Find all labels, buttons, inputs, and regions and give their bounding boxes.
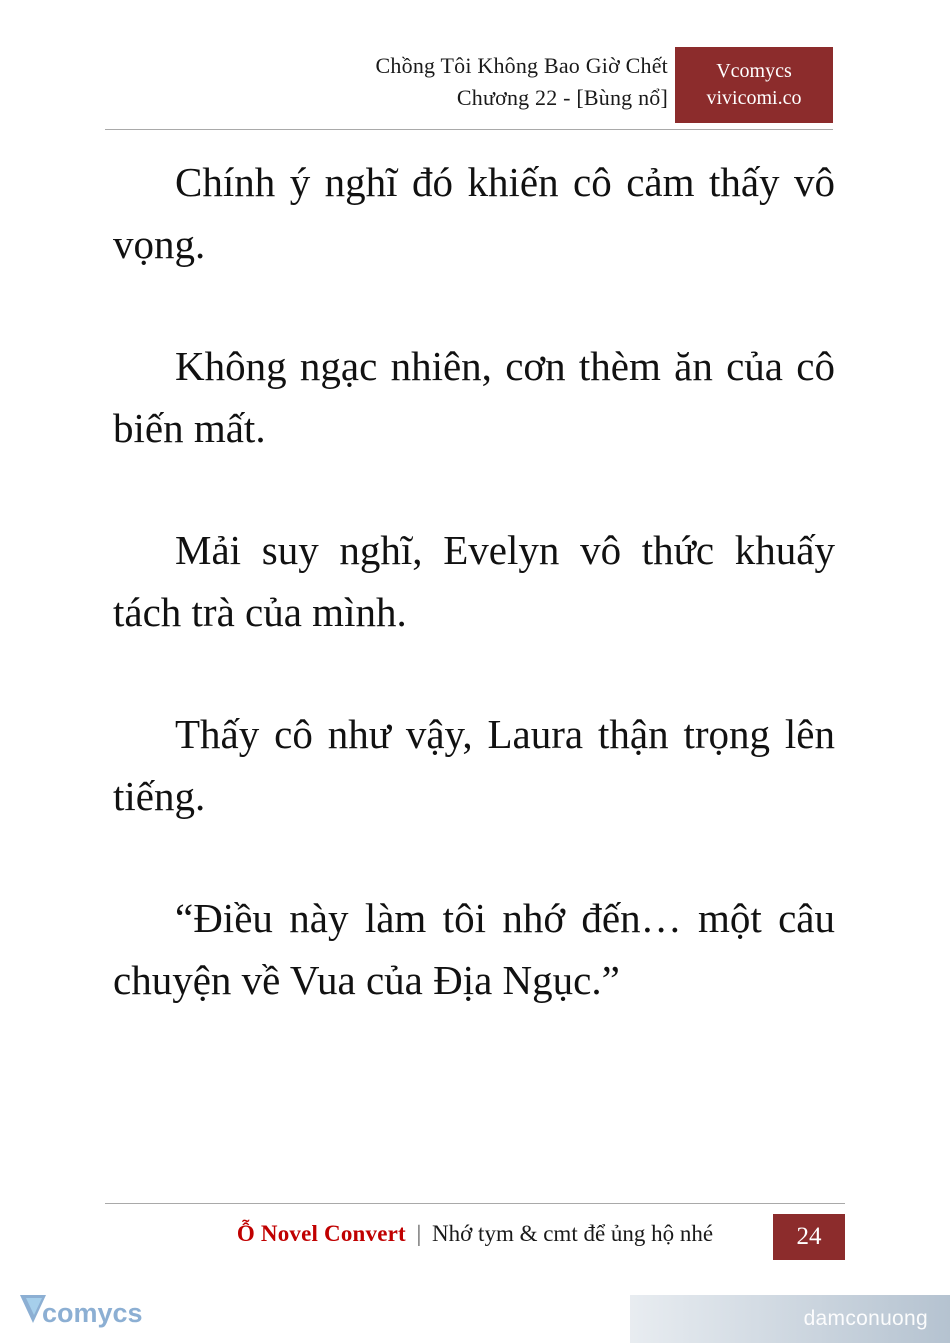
header-divider — [105, 129, 833, 130]
page-footer — [105, 1214, 845, 1260]
paragraph: Thấy cô như vậy, Laura thận trọng lên tiếng. — [113, 711, 835, 819]
paragraph: Mải suy nghĩ, Evelyn vô thức khuấy tách trà của mình. — [113, 527, 835, 635]
footer-separator: | — [416, 1221, 422, 1246]
paragraph: Chính ý nghĩ đó khiến cô cảm thấy vô vọng. — [113, 159, 835, 267]
bottom-right-watermark — [630, 1295, 950, 1343]
site-badge — [675, 47, 833, 123]
svg-text:comycs: comycs — [42, 1298, 143, 1328]
vcomycs-logo-watermark — [16, 1289, 166, 1335]
bottom-right-watermark-text: damconuong — [803, 1307, 928, 1330]
footer-brand: Ỗ Novel Convert — [236, 1221, 406, 1246]
site-badge-name: Vcomycs — [716, 60, 792, 82]
page-number: 24 — [773, 1214, 845, 1260]
page-header — [105, 50, 833, 128]
header-chapter-line: Chương 22 - [Bùng nổ] — [456, 84, 668, 110]
header-title — [376, 50, 668, 114]
footer-credit — [105, 1221, 845, 1247]
page-content — [113, 152, 835, 1011]
footer-note: Nhớ tym & cmt để ủng hộ nhé — [432, 1221, 714, 1246]
footer-divider — [105, 1203, 845, 1204]
paragraph: Không ngạc nhiên, cơn thèm ăn của cô biến mất. — [113, 343, 835, 451]
site-badge-url: vivicomi.co — [706, 87, 802, 109]
paragraph: “Điều này làm tôi nhớ đến… một câu chuyện về Vua của Địa Ngục.” — [113, 895, 835, 1003]
header-title-line1: Chồng Tôi Không Bao Giờ Chết — [375, 53, 668, 78]
